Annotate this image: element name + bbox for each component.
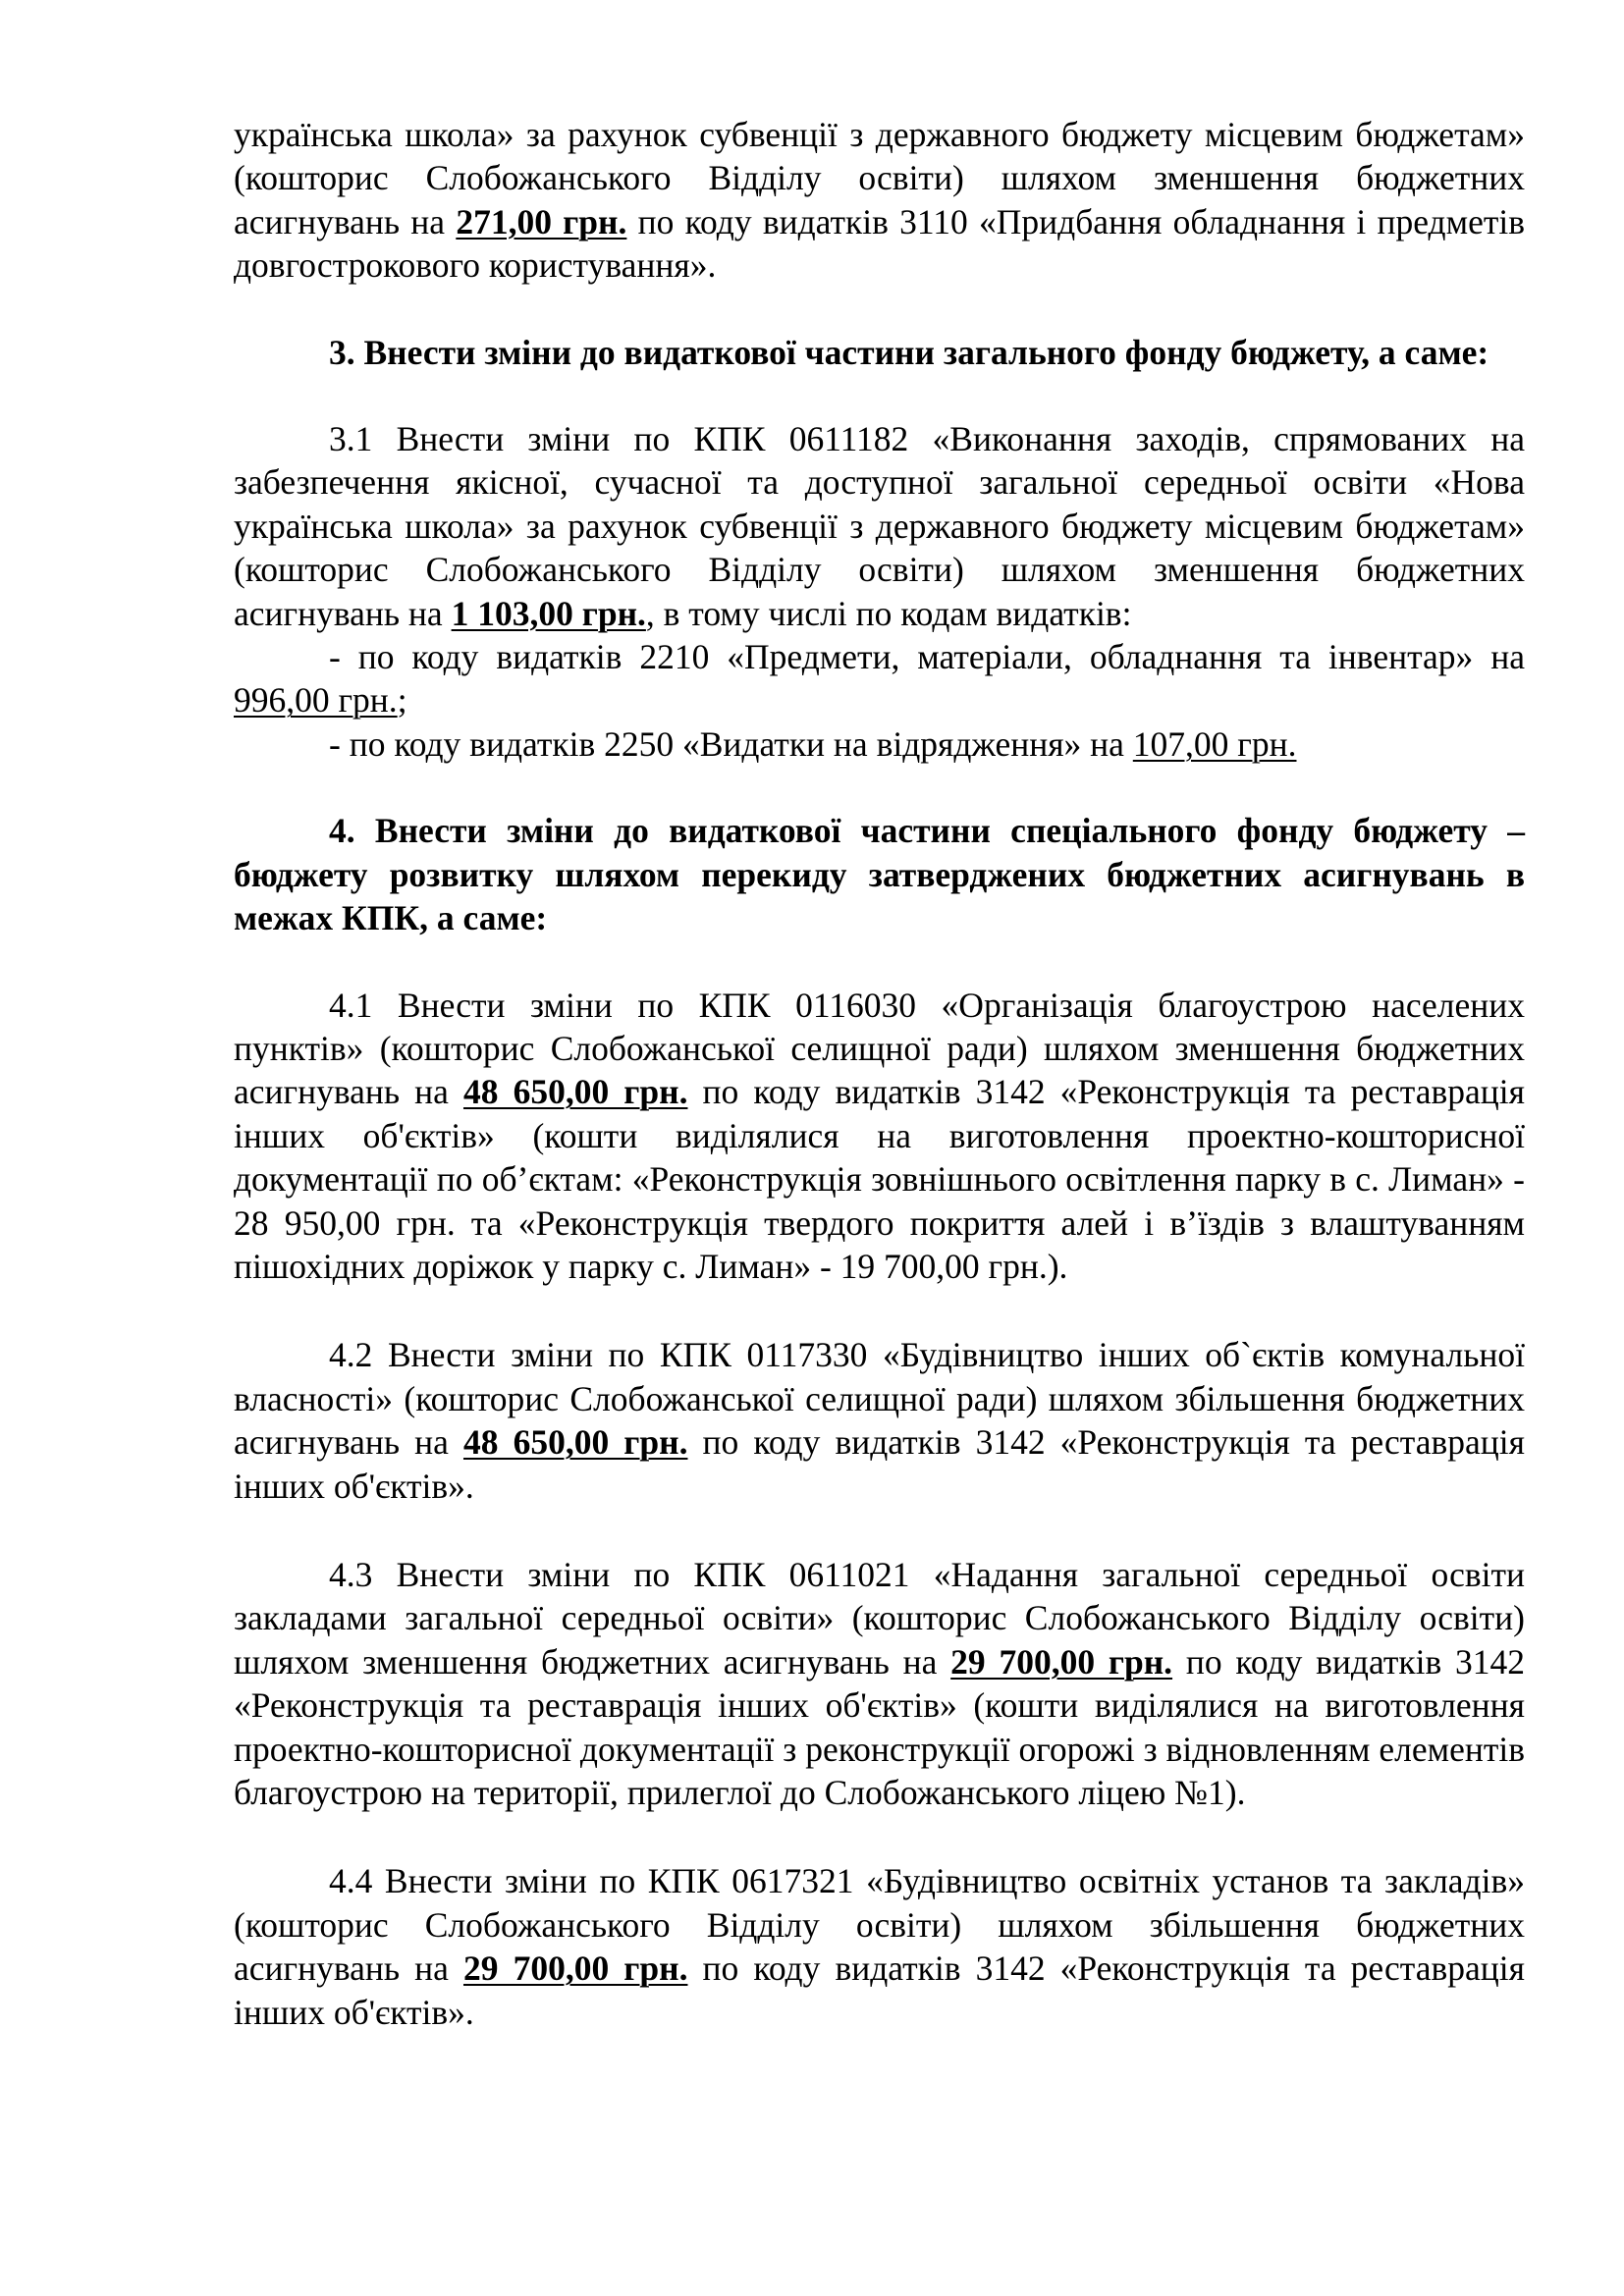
paragraph-text: - по коду видатків 2210 «Предмети, матеріали, обладнання та інвентар» на	[329, 637, 1525, 677]
paragraph-text: 4.3 Внести зміни по КПК 0611021 «Надання загальної середньої освіти закладами загальної середньої освіти» (кошторис Слобожанського Відділу освіти) шляхом зменшення бюджетних асигнувань на	[234, 1554, 1525, 1682]
paragraph-text: по коду видатків 3110 «Придбання обладнання і предметів довгострокового користування».	[234, 201, 1525, 286]
bullet-item-2210	[234, 635, 1525, 722]
paragraph-3-1	[234, 417, 1525, 635]
amount: 107,00 грн.	[1132, 723, 1297, 764]
paragraph-text: - по коду видатків 2250 «Видатки на відрядження» на	[329, 723, 1133, 764]
paragraph-text: 4.1 Внести зміни по КПК 0116030 «Організація благоустрою населених пунктів» (кошторис Слобожанської селищної ради) шляхом зменшення бюджетних асигнувань на	[234, 985, 1525, 1112]
section-heading-3: 3. Внести зміни до видаткової частини загального фонду бюджету, а саме:	[329, 332, 1489, 372]
amount: 1 103,00 грн.	[451, 593, 646, 633]
document-page	[234, 113, 1525, 2034]
paragraph-text: по коду видатків 3142 «Реконструкція та реставрація інших об'єктів» (кошти виділялися на виготовлення проектно-кошторисної документації з реконструкції огорожі з відновленням елементів благоустрою на території, прилеглої до Слобожанського ліцею №1).	[234, 1641, 1525, 1812]
paragraph-text: українська школа» за рахунок субвенції з державного бюджету місцевим бюджетам» (кошторис Слобожанського Відділу освіти) шляхом зменшення бюджетних асигнувань на	[234, 115, 1525, 241]
paragraph-text: 3.1 Внести зміни по КПК 0611182 «Виконання заходів, спрямованих на забезпечення якісної, сучасної та доступної загальної середньої освіти «Нова українська школа» за рахунок субвенції з державного бюджету місцевим бюджетам» (кошторис Слобожанського Відділу освіти) шляхом зменшення бюджетних асигнувань на	[234, 419, 1525, 633]
paragraph-4-4	[234, 1859, 1525, 2034]
bullet-item-2250	[234, 722, 1525, 766]
paragraph-text: по коду видатків 3142 «Реконструкція та реставрація інших об'єктів».	[234, 1422, 1525, 1506]
section-heading-4: 4. Внести зміни до видаткової частини спеціального фонду бюджету – бюджету розвитку шляхом перекиду затверджених бюджетних асигнувань в межах КПК, а саме:	[234, 811, 1525, 938]
paragraph-text: , в тому числі по кодам видатків:	[645, 593, 1132, 633]
paragraph-text: по коду видатків 3142 «Реконструкція та реставрація інших об'єктів».	[234, 1949, 1525, 2032]
paragraph-text: по коду видатків 3142 «Реконструкція та реставрація інших об'єктів» (кошти виділялися на виготовлення проектно-кошторисної документації по об’єктам: «Реконструкція зовнішнього освітлення парку в с. Лиман» - 28 950,00 грн. та «Реконструкція твердого покриття алей і в’їздів з влаштуванням пішохідних доріжок у парку с. Лиман» - 19 700,00 грн.).	[234, 1072, 1525, 1286]
paragraph-text: ;	[397, 680, 407, 721]
amount: 271,00 грн.	[456, 201, 627, 241]
paragraph-4-1	[234, 984, 1525, 1289]
amount: 29 700,00 грн.	[950, 1641, 1173, 1682]
amount: 48 650,00 грн.	[462, 1072, 688, 1112]
paragraph-continuation	[234, 113, 1525, 288]
paragraph-text: 4.4 Внести зміни по КПК 0617321 «Будівництво освітніх установ та закладів» (кошторис Слобожанського Відділу освіти) шляхом збільшення бюджетних асигнувань на	[234, 1861, 1525, 1989]
amount: 29 700,00 грн.	[462, 1949, 688, 1989]
amount: 48 650,00 грн.	[462, 1422, 688, 1463]
paragraph-text: 4.2 Внести зміни по КПК 0117330 «Будівництво інших об`єктів комунальної власності» (кошторис Слобожанської селищної ради) шляхом збільшення бюджетних асигнувань на	[234, 1335, 1525, 1463]
paragraph-4-3	[234, 1553, 1525, 1814]
amount: 996,00 грн.	[234, 680, 398, 721]
paragraph-4-2	[234, 1333, 1525, 1508]
